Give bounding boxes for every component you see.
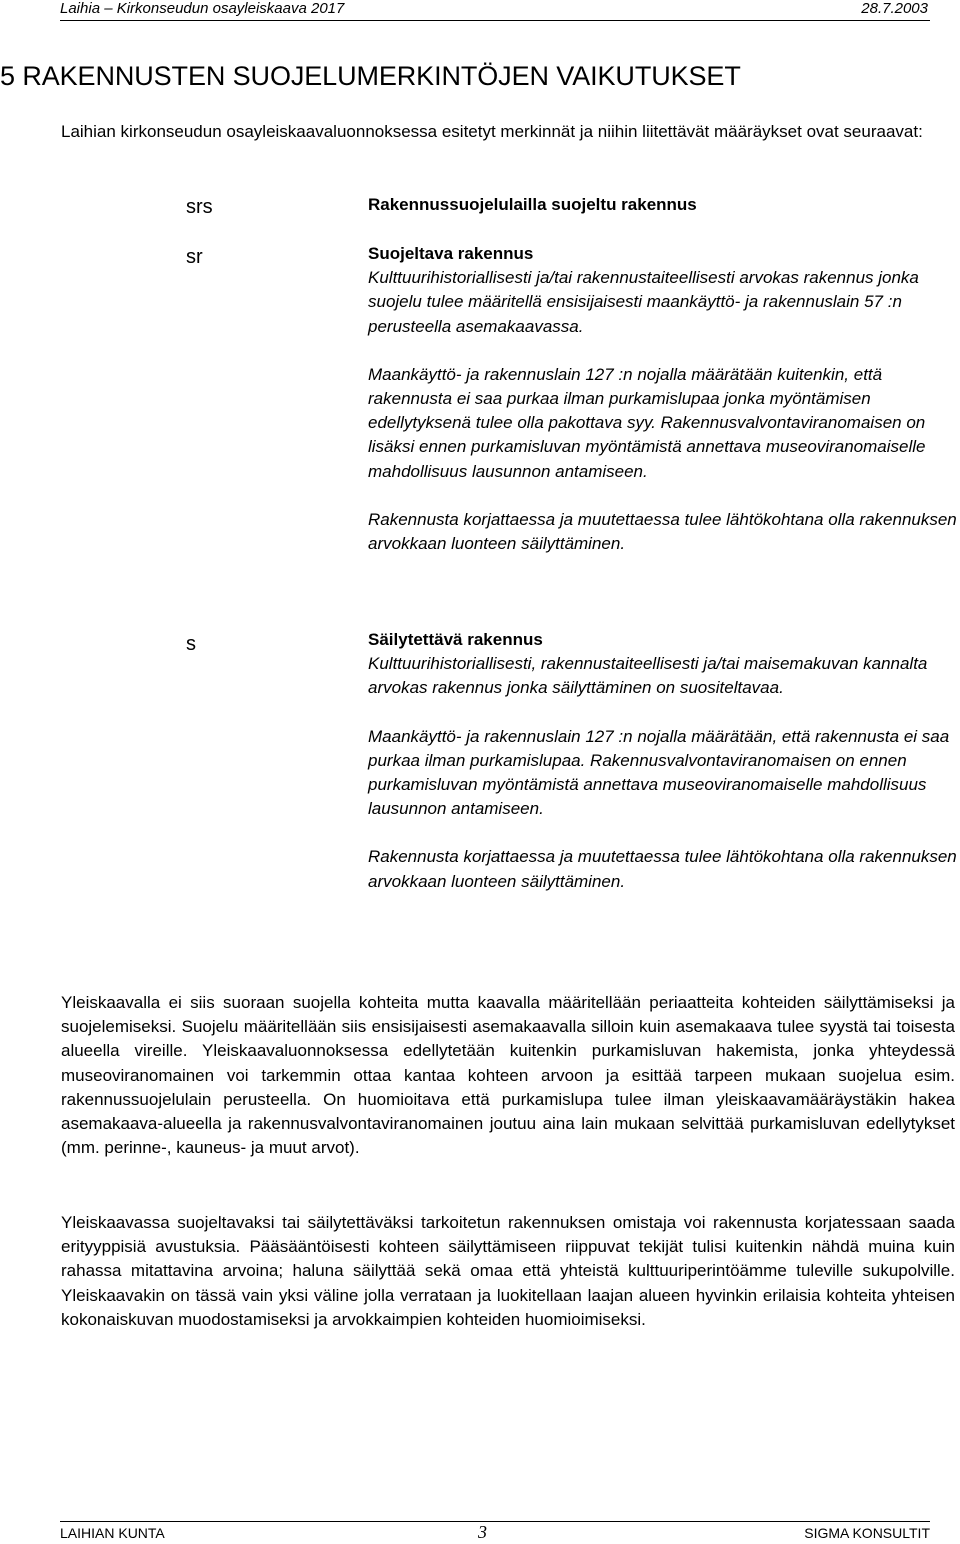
body-paragraph-2: Yleiskaavassa suojeltavaksi tai säilytettäväksi tarkoitetun rakennuksen omistaja voi rakennusta korjatessaan saada erityyppisiä avustuksia. Pääsääntöisesti kohteen säilyttämiseen riippuvat tekijät tulisi kuitenkin nähdä muina kuin rahassa mitattavina arvoina; haluna säilyttää sekä omaa että yhteistä kulttuuriperintöämme tuleville sukupolville. Yleiskaavakin on tässä vain yksi väline jolla verrataan ja luokitellaan laajan alueen hyvinkin erilaisia kohteita yhteisen kokonaiskuvan muodostamiseksi ja arvokkaimpien kohteiden huomioimiseksi. xyxy=(61,1213,955,1329)
code-sr: sr xyxy=(186,246,203,268)
header-title: Laihia – Kirkonseudun osayleiskaava 2017 xyxy=(60,0,345,17)
body-paragraph-1: Yleiskaavalla ei siis suoraan suojella kohteita mutta kaavalla määritellään periaatteita kohteiden säilyttämiseksi ja suojelemiseksi. Suojelu määritellään siis ensisijaisesti asemakaavalla silloin kuin asemakaava tulee syystä tai toisesta alueella vireille. Yleiskaavaluonnoksessa edellytetään kuitenkin purkamisluvan hakemista, jonka yhteydessä museoviranomainen voi tarkemmin ottaa kantaa kohteen arvoon ja esittää tarpeen mukaan suojelua esim. rakennussuojelulain perusteella. On huomioitava että purkamislupa tulee ilman yleiskaavamääräystäkin hakea asemakaava-alueella ja rakennusvalvontaviranomainen joutuu aina lain mukaan selvittää purkamisluvan edellytykset (mm. perinne-, kauneus- ja muut arvot). xyxy=(61,993,955,1158)
footer-company: SIGMA KONSULTIT xyxy=(804,1525,930,1541)
page-header xyxy=(60,0,930,21)
s-paragraph-2: Maankäyttö- ja rakennuslain 127 :n nojalla määrätään, että rakennusta ei saa purkaa ilman purkamislupaa. Rakennusvalvontaviranomaisen on ennen purkamisluvan myöntämistä annettava museoviranomaiselle mahdollisuus lausunnon antamiseen. xyxy=(368,726,950,819)
srs-definition xyxy=(368,193,958,217)
s-paragraph-3: Rakennusta korjattaessa ja muutettaessa tulee lähtökohtana olla rakennuksen arvokkaan luonteen säilyttäminen. xyxy=(368,847,957,891)
code-s: s xyxy=(186,633,196,655)
s-title: Säilytettävä rakennus xyxy=(368,630,543,649)
sr-paragraph-3: Rakennusta korjattaessa ja muutettaessa tulee lähtökohtana olla rakennuksen arvokkaan luonteen säilyttäminen. xyxy=(368,509,957,554)
sr-definition xyxy=(368,242,958,556)
intro-paragraph: Laihian kirkonseudun osayleiskaavaluonnoksessa esitetyt merkinnät ja niihin liitettävät määräykset ovat seuraavat: xyxy=(61,122,923,141)
s-paragraph-1: Kulttuurihistoriallisesti, rakennustaiteellisesti ja/tai maisemakuvan kannalta arvokas rakennus jonka säilyttäminen on suositeltavaa. xyxy=(368,654,928,698)
footer-municipality: LAIHIAN KUNTA xyxy=(60,1525,165,1541)
header-date: 28.7.2003 xyxy=(861,0,928,17)
sr-paragraph-1: Kulttuurihistoriallisesti ja/tai rakennustaiteellisesti arvokas rakennus jonka suojelu tulee määritellä ensisijaisesti maankäyttö- ja rakennuslain 57 :n perusteella asemakaavassa. xyxy=(368,268,919,336)
code-srs: srs xyxy=(186,196,213,218)
s-definition xyxy=(368,628,958,894)
sr-title: Suojeltava rakennus xyxy=(368,244,534,263)
section-heading: 5 RAKENNUSTEN SUOJELUMERKINTÖJEN VAIKUTUKSET xyxy=(0,61,741,91)
srs-title: Rakennussuojelulailla suojeltu rakennus xyxy=(368,195,697,214)
sr-paragraph-2: Maankäyttö- ja rakennuslain 127 :n nojalla määrätään kuitenkin, että rakennusta ei saa purkaa ilman purkamislupaa jonka myöntämisen edellytyksenä tulee olla pakottava syy. Rakennusvalvontaviranomaisen on lisäksi ennen purkamisluvan myöntämistä annettava museoviranomaiselle mahdollisuus lausunnon antamiseen. xyxy=(368,364,926,481)
page-footer xyxy=(60,1521,930,1544)
page-number: 3 xyxy=(478,1522,487,1542)
